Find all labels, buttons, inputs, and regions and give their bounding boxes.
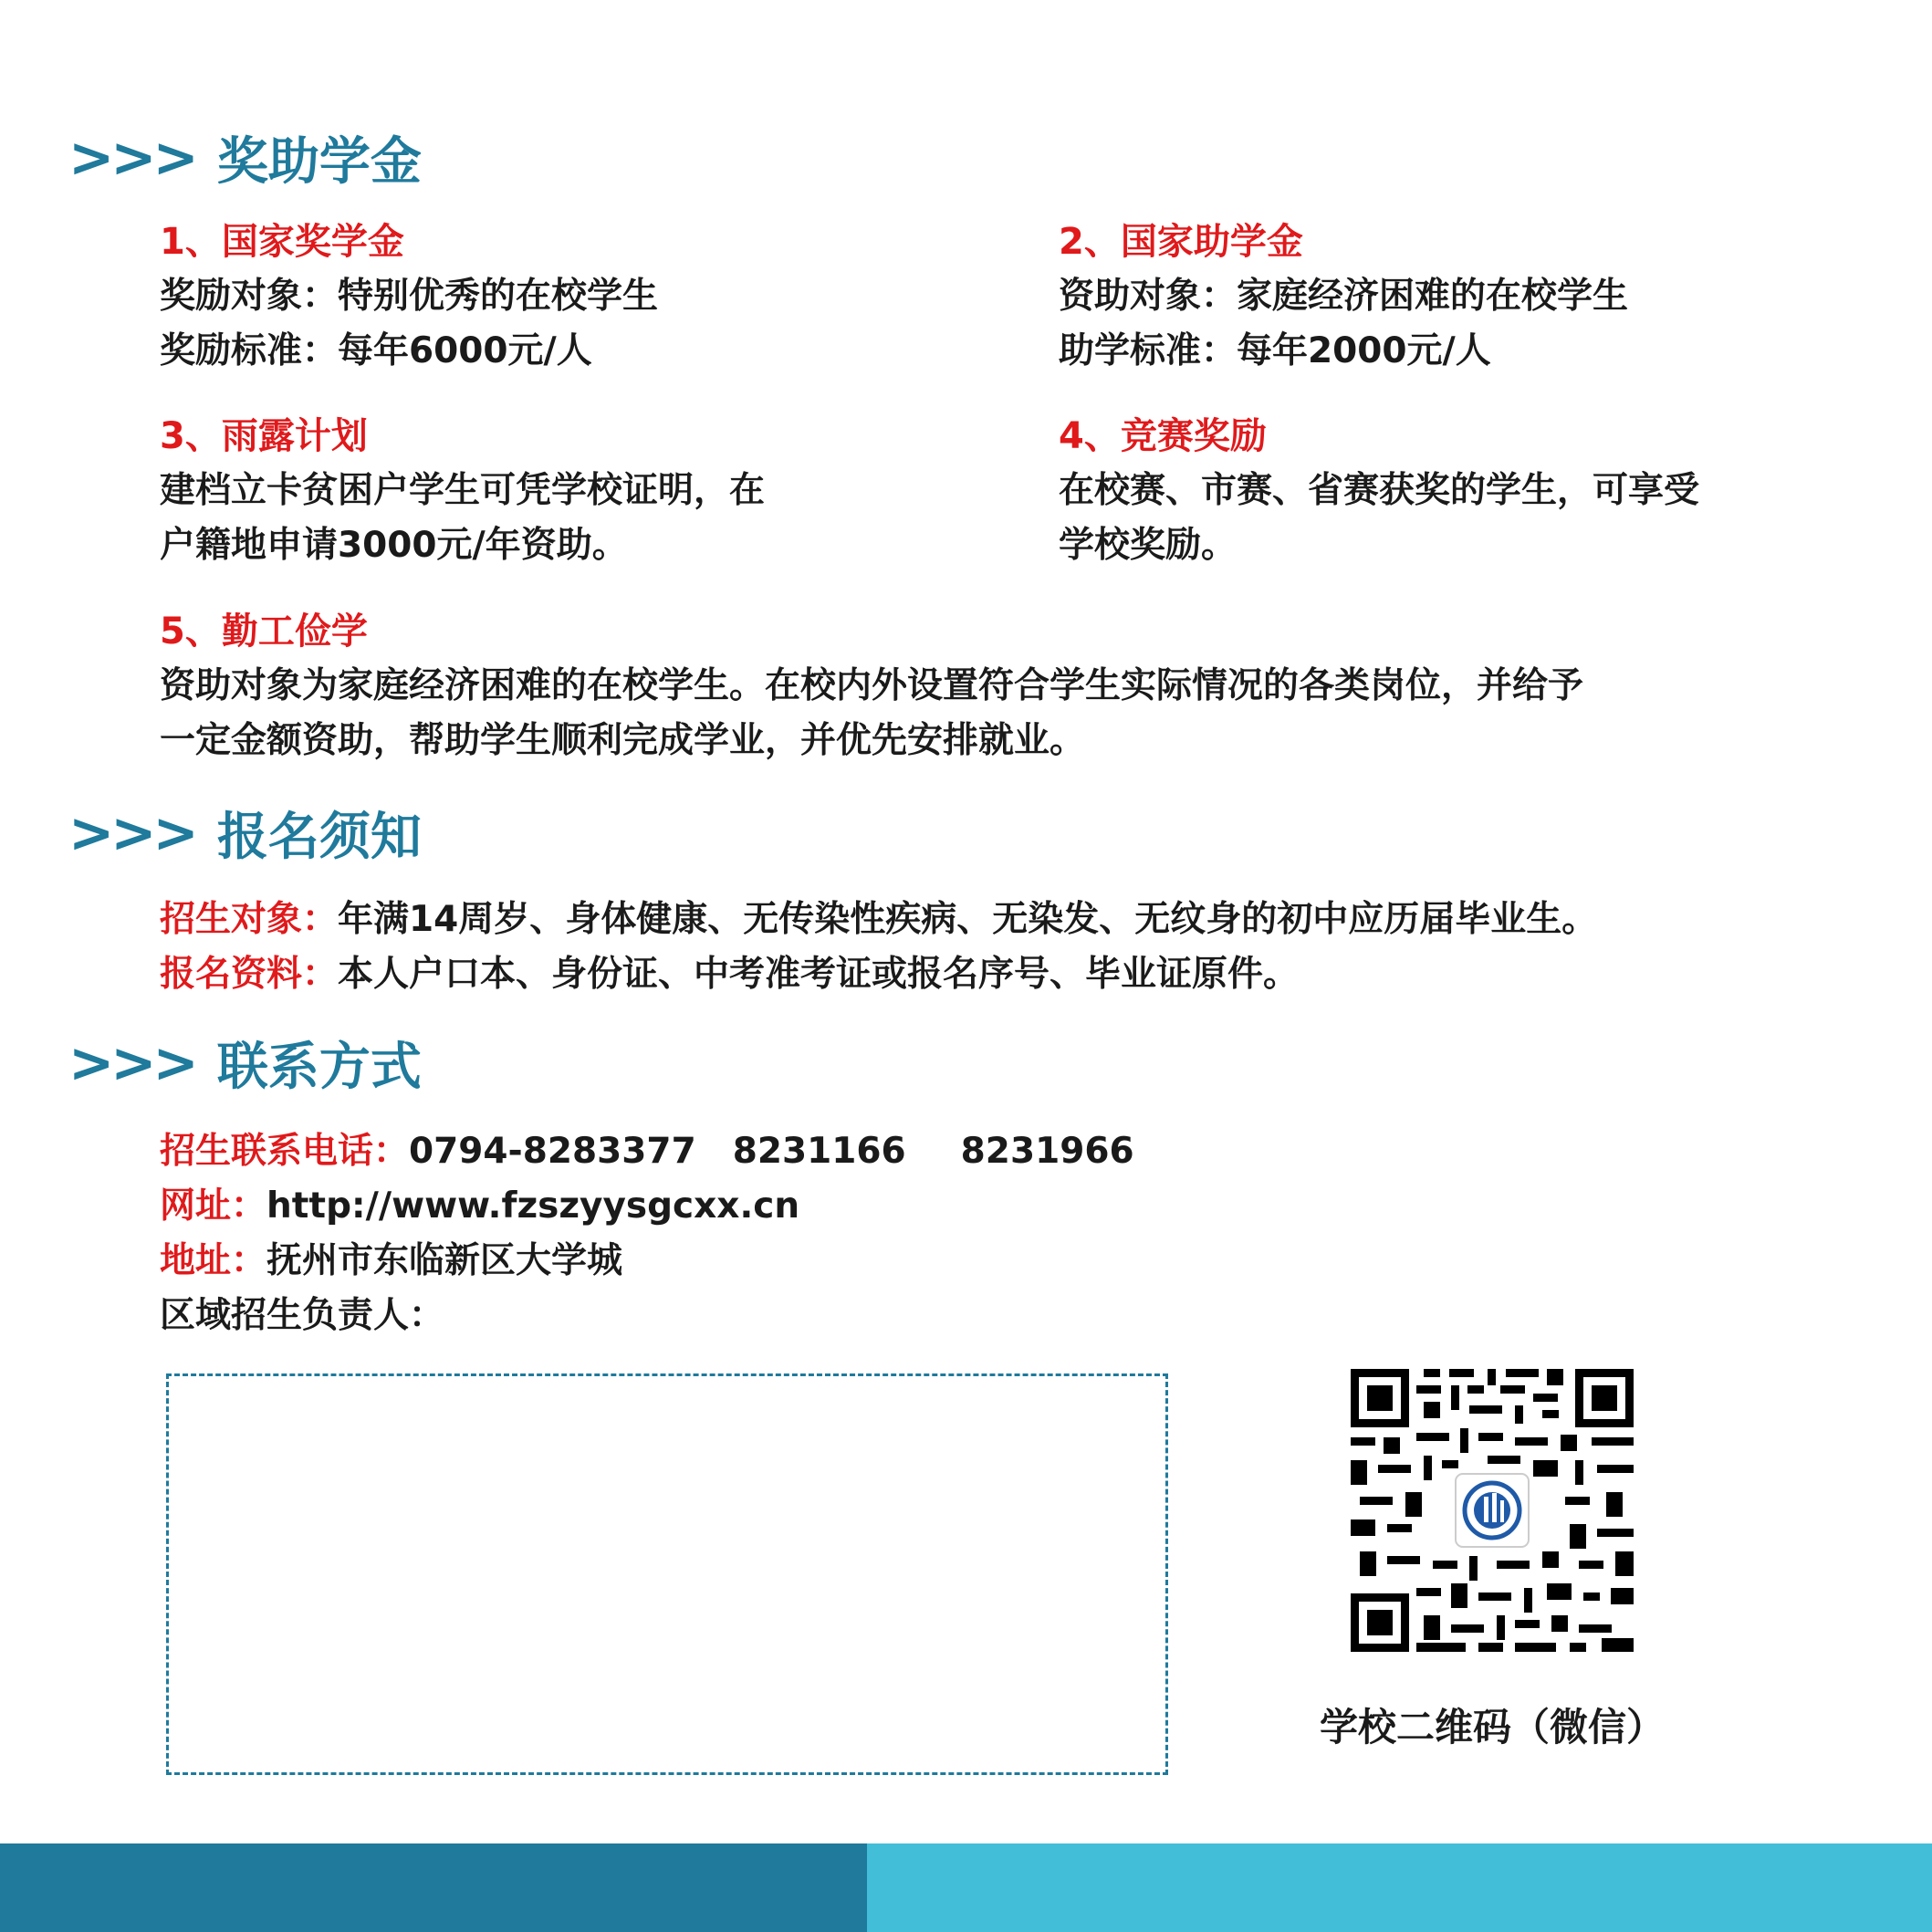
item-line: 资助对象：家庭经济困难的在校学生 bbox=[1059, 276, 1629, 317]
contact-web-label: 网址： bbox=[160, 1185, 267, 1227]
arrows-icon: >>> bbox=[68, 126, 195, 190]
registration-target-row bbox=[160, 893, 1597, 947]
section-title-registration bbox=[68, 801, 422, 865]
contact-phone-3: 8231966 bbox=[960, 1131, 1134, 1172]
registration-info bbox=[160, 893, 1597, 1002]
item-line: 奖励标准：每年6000元/人 bbox=[160, 330, 592, 371]
item-national-scholarship bbox=[160, 214, 658, 379]
item-title: 1、国家奖学金 bbox=[160, 221, 404, 263]
registration-docs-label: 报名资料： bbox=[160, 954, 339, 995]
contact-phone-1: 0794-8283377 bbox=[409, 1131, 696, 1172]
item-line: 建档立卡贫困户学生可凭学校证明，在 bbox=[160, 470, 766, 511]
contact-phone-label: 招生联系电话： bbox=[160, 1131, 410, 1172]
item-line: 一定金额资助，帮助学生顺利完成学业，并优先安排就业。 bbox=[160, 720, 1086, 761]
arrows-icon: >>> bbox=[68, 1031, 195, 1095]
contact-regional-row bbox=[160, 1289, 1134, 1343]
registration-target-label: 招生对象： bbox=[160, 899, 339, 940]
arrows-icon: >>> bbox=[68, 801, 195, 865]
item-national-grant bbox=[1059, 214, 1628, 379]
item-line: 资助对象为家庭经济困难的在校学生。在校内外设置符合学生实际情况的各类岗位，并给予 bbox=[160, 665, 1584, 706]
section-title-contact bbox=[68, 1031, 422, 1095]
item-line: 户籍地申请3000元/年资助。 bbox=[160, 525, 628, 566]
item-line: 助学标准：每年2000元/人 bbox=[1059, 330, 1491, 371]
item-line: 在校赛、市赛、省赛获奖的学生，可享受 bbox=[1059, 470, 1700, 511]
registration-docs-value: 本人户口本、身份证、中考准考证或报名序号、毕业证原件。 bbox=[338, 954, 1300, 995]
contact-phone-2: 8231166 bbox=[732, 1131, 906, 1172]
qr-caption: 学校二维码（微信） bbox=[1319, 1705, 1665, 1749]
footer-band-dark bbox=[0, 1843, 867, 1932]
contact-phone-row bbox=[160, 1124, 1134, 1179]
regional-contact-box bbox=[166, 1373, 1168, 1775]
registration-target-value: 年满14周岁、身体健康、无传染性疾病、无染发、无纹身的初中应历届毕业生。 bbox=[338, 899, 1598, 940]
section-title-text: 联系方式 bbox=[216, 1038, 422, 1097]
item-line: 学校奖励。 bbox=[1059, 525, 1238, 566]
footer-band-light bbox=[867, 1843, 1932, 1932]
item-title: 3、雨露计划 bbox=[160, 415, 368, 457]
contact-web-link[interactable]: http://www.fzszyysgcxx.cn bbox=[266, 1185, 800, 1227]
contact-info bbox=[160, 1124, 1134, 1343]
section-title-text: 报名须知 bbox=[216, 808, 422, 867]
section-title-text: 奖助学金 bbox=[216, 132, 422, 192]
contact-address-row bbox=[160, 1234, 1134, 1289]
section-title-scholarship bbox=[68, 126, 422, 190]
contact-regional-label: 区域招生负责人： bbox=[160, 1295, 445, 1336]
contact-address-value: 抚州市东临新区大学城 bbox=[266, 1240, 623, 1281]
item-title: 4、竞赛奖励 bbox=[1059, 415, 1267, 457]
item-title: 2、国家助学金 bbox=[1059, 221, 1303, 263]
qr-code-icon bbox=[1351, 1369, 1634, 1652]
item-line: 奖励对象：特别优秀的在校学生 bbox=[160, 276, 659, 317]
item-competition-award bbox=[1059, 409, 1699, 573]
item-yulu-plan bbox=[160, 409, 765, 573]
item-title: 5、勤工俭学 bbox=[160, 611, 368, 653]
contact-web-row bbox=[160, 1179, 1134, 1234]
registration-docs-row bbox=[160, 947, 1597, 1002]
item-work-study bbox=[160, 604, 1583, 768]
contact-address-label: 地址： bbox=[160, 1240, 267, 1281]
